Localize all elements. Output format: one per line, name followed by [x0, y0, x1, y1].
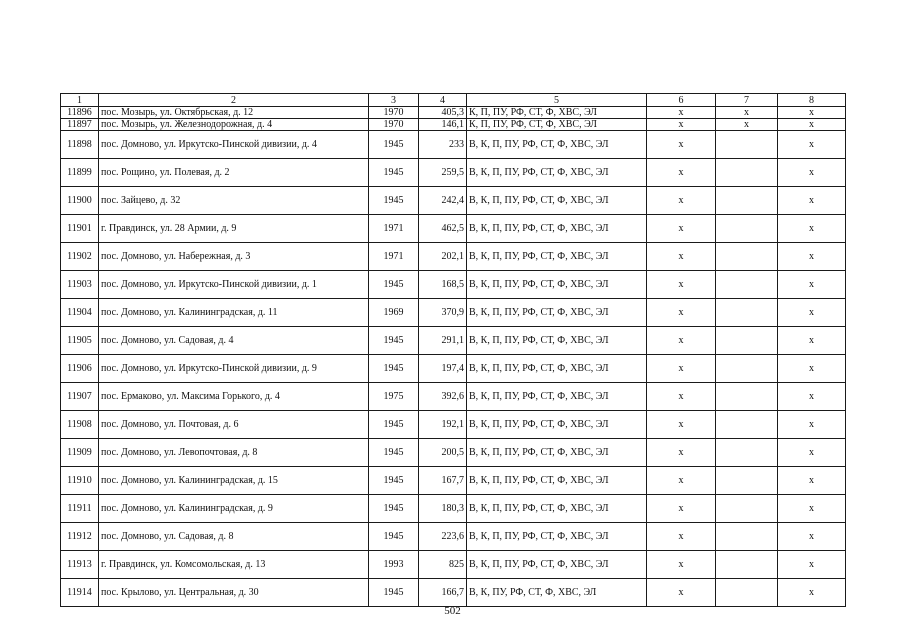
year-cell: 1945	[369, 355, 419, 383]
area-cell: 242,4	[419, 187, 467, 215]
column-6-mark-cell: х	[647, 495, 716, 523]
column-6-mark-cell: х	[647, 439, 716, 467]
column-7-mark-cell	[716, 495, 778, 523]
table-row	[61, 467, 846, 495]
column-8-mark-cell: х	[778, 495, 846, 523]
column-8-mark-cell: х	[778, 439, 846, 467]
area-cell: 180,3	[419, 495, 467, 523]
area-cell: 197,4	[419, 355, 467, 383]
column-8-mark-cell: х	[778, 299, 846, 327]
address-cell: пос. Домново, ул. Калининградская, д. 9	[99, 495, 369, 523]
area-cell: 825	[419, 551, 467, 579]
column-7-mark-cell	[716, 187, 778, 215]
column-8-mark-cell: х	[778, 159, 846, 187]
column-7-mark-cell	[716, 271, 778, 299]
row-number-cell: 11909	[61, 439, 99, 467]
works-list-cell: В, К, П, ПУ, РФ, СТ, Ф, ХВС, ЭЛ	[467, 411, 647, 439]
address-cell: пос. Домново, ул. Иркутско-Пинской дивизии, д. 1	[99, 271, 369, 299]
column-7-mark-cell	[716, 327, 778, 355]
address-cell: пос. Домново, ул. Левопочтовая, д. 8	[99, 439, 369, 467]
year-cell: 1971	[369, 243, 419, 271]
table-row	[61, 439, 846, 467]
row-number-cell: 11905	[61, 327, 99, 355]
year-cell: 1970	[369, 107, 419, 119]
year-cell: 1971	[369, 215, 419, 243]
row-number-cell: 11901	[61, 215, 99, 243]
column-6-mark-cell: х	[647, 523, 716, 551]
column-number-header-row	[61, 94, 846, 107]
row-number-cell: 11914	[61, 579, 99, 607]
address-cell: г. Правдинск, ул. 28 Армии, д. 9	[99, 215, 369, 243]
column-6-mark-cell: х	[647, 299, 716, 327]
column-6-mark-cell: х	[647, 551, 716, 579]
housing-register-table	[60, 93, 846, 607]
column-8-mark-cell: х	[778, 579, 846, 607]
works-list-cell: В, К, П, ПУ, РФ, СТ, Ф, ХВС, ЭЛ	[467, 327, 647, 355]
column-header: 7	[716, 94, 778, 107]
table-row	[61, 299, 846, 327]
column-8-mark-cell: х	[778, 383, 846, 411]
column-7-mark-cell	[716, 383, 778, 411]
column-6-mark-cell: х	[647, 107, 716, 119]
column-7-mark-cell	[716, 299, 778, 327]
table-row	[61, 327, 846, 355]
column-6-mark-cell: х	[647, 119, 716, 131]
row-number-cell: 11904	[61, 299, 99, 327]
row-number-cell: 11908	[61, 411, 99, 439]
address-cell: г. Правдинск, ул. Комсомольская, д. 13	[99, 551, 369, 579]
column-7-mark-cell: х	[716, 107, 778, 119]
address-cell: пос. Домново, ул. Набережная, д. 3	[99, 243, 369, 271]
row-number-cell: 11910	[61, 467, 99, 495]
address-cell: пос. Зайцево, д. 32	[99, 187, 369, 215]
column-8-mark-cell: х	[778, 467, 846, 495]
row-number-cell: 11896	[61, 107, 99, 119]
address-cell: пос. Ермаково, ул. Максима Горького, д. 4	[99, 383, 369, 411]
works-list-cell: В, К, П, ПУ, РФ, СТ, Ф, ХВС, ЭЛ	[467, 159, 647, 187]
row-number-cell: 11911	[61, 495, 99, 523]
table-row	[61, 107, 846, 119]
works-list-cell: В, К, П, ПУ, РФ, СТ, Ф, ХВС, ЭЛ	[467, 523, 647, 551]
address-cell: пос. Крылово, ул. Центральная, д. 30	[99, 579, 369, 607]
row-number-cell: 11900	[61, 187, 99, 215]
works-list-cell: К, П, ПУ, РФ, СТ, Ф, ХВС, ЭЛ	[467, 119, 647, 131]
year-cell: 1945	[369, 327, 419, 355]
column-7-mark-cell	[716, 551, 778, 579]
year-cell: 1945	[369, 467, 419, 495]
column-7-mark-cell	[716, 243, 778, 271]
works-list-cell: В, К, П, ПУ, РФ, СТ, Ф, ХВС, ЭЛ	[467, 131, 647, 159]
address-cell: пос. Домново, ул. Садовая, д. 4	[99, 327, 369, 355]
address-cell: пос. Домново, ул. Иркутско-Пинской дивизии, д. 4	[99, 131, 369, 159]
area-cell: 192,1	[419, 411, 467, 439]
address-cell: пос. Мозырь, ул. Октябрьская, д. 12	[99, 107, 369, 119]
area-cell: 291,1	[419, 327, 467, 355]
column-header: 8	[778, 94, 846, 107]
table-row	[61, 243, 846, 271]
column-7-mark-cell	[716, 579, 778, 607]
address-cell: пос. Домново, ул. Иркутско-Пинской дивизии, д. 9	[99, 355, 369, 383]
year-cell: 1969	[369, 299, 419, 327]
table-row	[61, 495, 846, 523]
row-number-cell: 11903	[61, 271, 99, 299]
row-number-cell: 11912	[61, 523, 99, 551]
area-cell: 259,5	[419, 159, 467, 187]
column-8-mark-cell: х	[778, 523, 846, 551]
area-cell: 223,6	[419, 523, 467, 551]
year-cell: 1945	[369, 579, 419, 607]
column-6-mark-cell: х	[647, 215, 716, 243]
column-6-mark-cell: х	[647, 383, 716, 411]
works-list-cell: В, К, П, ПУ, РФ, СТ, Ф, ХВС, ЭЛ	[467, 439, 647, 467]
column-6-mark-cell: х	[647, 327, 716, 355]
page-number: 502	[444, 605, 461, 617]
column-header: 1	[61, 94, 99, 107]
address-cell: пос. Домново, ул. Почтовая, д. 6	[99, 411, 369, 439]
works-list-cell: В, К, ПУ, РФ, СТ, Ф, ХВС, ЭЛ	[467, 579, 647, 607]
area-cell: 370,9	[419, 299, 467, 327]
column-8-mark-cell: х	[778, 327, 846, 355]
table-row	[61, 523, 846, 551]
column-7-mark-cell	[716, 355, 778, 383]
row-number-cell: 11907	[61, 383, 99, 411]
year-cell: 1970	[369, 119, 419, 131]
year-cell: 1993	[369, 551, 419, 579]
year-cell: 1945	[369, 187, 419, 215]
column-7-mark-cell	[716, 159, 778, 187]
table-row	[61, 579, 846, 607]
works-list-cell: В, К, П, ПУ, РФ, СТ, Ф, ХВС, ЭЛ	[467, 551, 647, 579]
column-6-mark-cell: х	[647, 159, 716, 187]
year-cell: 1945	[369, 271, 419, 299]
works-list-cell: К, П, ПУ, РФ, СТ, Ф, ХВС, ЭЛ	[467, 107, 647, 119]
table-row	[61, 271, 846, 299]
column-7-mark-cell	[716, 411, 778, 439]
column-6-mark-cell: х	[647, 467, 716, 495]
column-8-mark-cell: х	[778, 131, 846, 159]
area-cell: 462,5	[419, 215, 467, 243]
year-cell: 1945	[369, 131, 419, 159]
area-cell: 392,6	[419, 383, 467, 411]
table-row	[61, 411, 846, 439]
column-header: 3	[369, 94, 419, 107]
column-7-mark-cell	[716, 131, 778, 159]
column-8-mark-cell: х	[778, 355, 846, 383]
table-row	[61, 131, 846, 159]
column-7-mark-cell: х	[716, 119, 778, 131]
works-list-cell: В, К, П, ПУ, РФ, СТ, Ф, ХВС, ЭЛ	[467, 215, 647, 243]
column-7-mark-cell	[716, 215, 778, 243]
column-7-mark-cell	[716, 523, 778, 551]
column-6-mark-cell: х	[647, 579, 716, 607]
area-cell: 233	[419, 131, 467, 159]
row-number-cell: 11897	[61, 119, 99, 131]
address-cell: пос. Домново, ул. Садовая, д. 8	[99, 523, 369, 551]
works-list-cell: В, К, П, ПУ, РФ, СТ, Ф, ХВС, ЭЛ	[467, 299, 647, 327]
column-8-mark-cell: х	[778, 187, 846, 215]
year-cell: 1945	[369, 411, 419, 439]
column-header: 4	[419, 94, 467, 107]
area-cell: 405,3	[419, 107, 467, 119]
column-8-mark-cell: х	[778, 243, 846, 271]
table-row	[61, 215, 846, 243]
column-header: 6	[647, 94, 716, 107]
works-list-cell: В, К, П, ПУ, РФ, СТ, Ф, ХВС, ЭЛ	[467, 355, 647, 383]
table-row	[61, 383, 846, 411]
column-8-mark-cell: х	[778, 271, 846, 299]
row-number-cell: 11898	[61, 131, 99, 159]
register-body	[61, 94, 846, 607]
register-sheet	[60, 93, 845, 607]
column-8-mark-cell: х	[778, 215, 846, 243]
column-8-mark-cell: х	[778, 551, 846, 579]
table-row	[61, 551, 846, 579]
area-cell: 167,7	[419, 467, 467, 495]
area-cell: 202,1	[419, 243, 467, 271]
column-header: 5	[467, 94, 647, 107]
table-row	[61, 355, 846, 383]
column-6-mark-cell: х	[647, 271, 716, 299]
column-7-mark-cell	[716, 467, 778, 495]
column-6-mark-cell: х	[647, 411, 716, 439]
area-cell: 200,5	[419, 439, 467, 467]
column-header: 2	[99, 94, 369, 107]
year-cell: 1945	[369, 495, 419, 523]
column-8-mark-cell: х	[778, 107, 846, 119]
address-cell: пос. Рощино, ул. Полевая, д. 2	[99, 159, 369, 187]
works-list-cell: В, К, П, ПУ, РФ, СТ, Ф, ХВС, ЭЛ	[467, 187, 647, 215]
works-list-cell: В, К, П, ПУ, РФ, СТ, Ф, ХВС, ЭЛ	[467, 243, 647, 271]
year-cell: 1945	[369, 439, 419, 467]
row-number-cell: 11899	[61, 159, 99, 187]
column-6-mark-cell: х	[647, 187, 716, 215]
works-list-cell: В, К, П, ПУ, РФ, СТ, Ф, ХВС, ЭЛ	[467, 383, 647, 411]
column-6-mark-cell: х	[647, 131, 716, 159]
column-8-mark-cell: х	[778, 119, 846, 131]
table-row	[61, 119, 846, 131]
address-cell: пос. Домново, ул. Калининградская, д. 15	[99, 467, 369, 495]
works-list-cell: В, К, П, ПУ, РФ, СТ, Ф, ХВС, ЭЛ	[467, 467, 647, 495]
table-row	[61, 159, 846, 187]
year-cell: 1945	[369, 523, 419, 551]
column-7-mark-cell	[716, 439, 778, 467]
works-list-cell: В, К, П, ПУ, РФ, СТ, Ф, ХВС, ЭЛ	[467, 495, 647, 523]
area-cell: 166,7	[419, 579, 467, 607]
column-8-mark-cell: х	[778, 411, 846, 439]
row-number-cell: 11913	[61, 551, 99, 579]
address-cell: пос. Мозырь, ул. Железнодорожная, д. 4	[99, 119, 369, 131]
area-cell: 146,1	[419, 119, 467, 131]
column-6-mark-cell: х	[647, 243, 716, 271]
year-cell: 1945	[369, 159, 419, 187]
row-number-cell: 11902	[61, 243, 99, 271]
address-cell: пос. Домново, ул. Калининградская, д. 11	[99, 299, 369, 327]
area-cell: 168,5	[419, 271, 467, 299]
works-list-cell: В, К, П, ПУ, РФ, СТ, Ф, ХВС, ЭЛ	[467, 271, 647, 299]
row-number-cell: 11906	[61, 355, 99, 383]
table-row	[61, 187, 846, 215]
column-6-mark-cell: х	[647, 355, 716, 383]
year-cell: 1975	[369, 383, 419, 411]
